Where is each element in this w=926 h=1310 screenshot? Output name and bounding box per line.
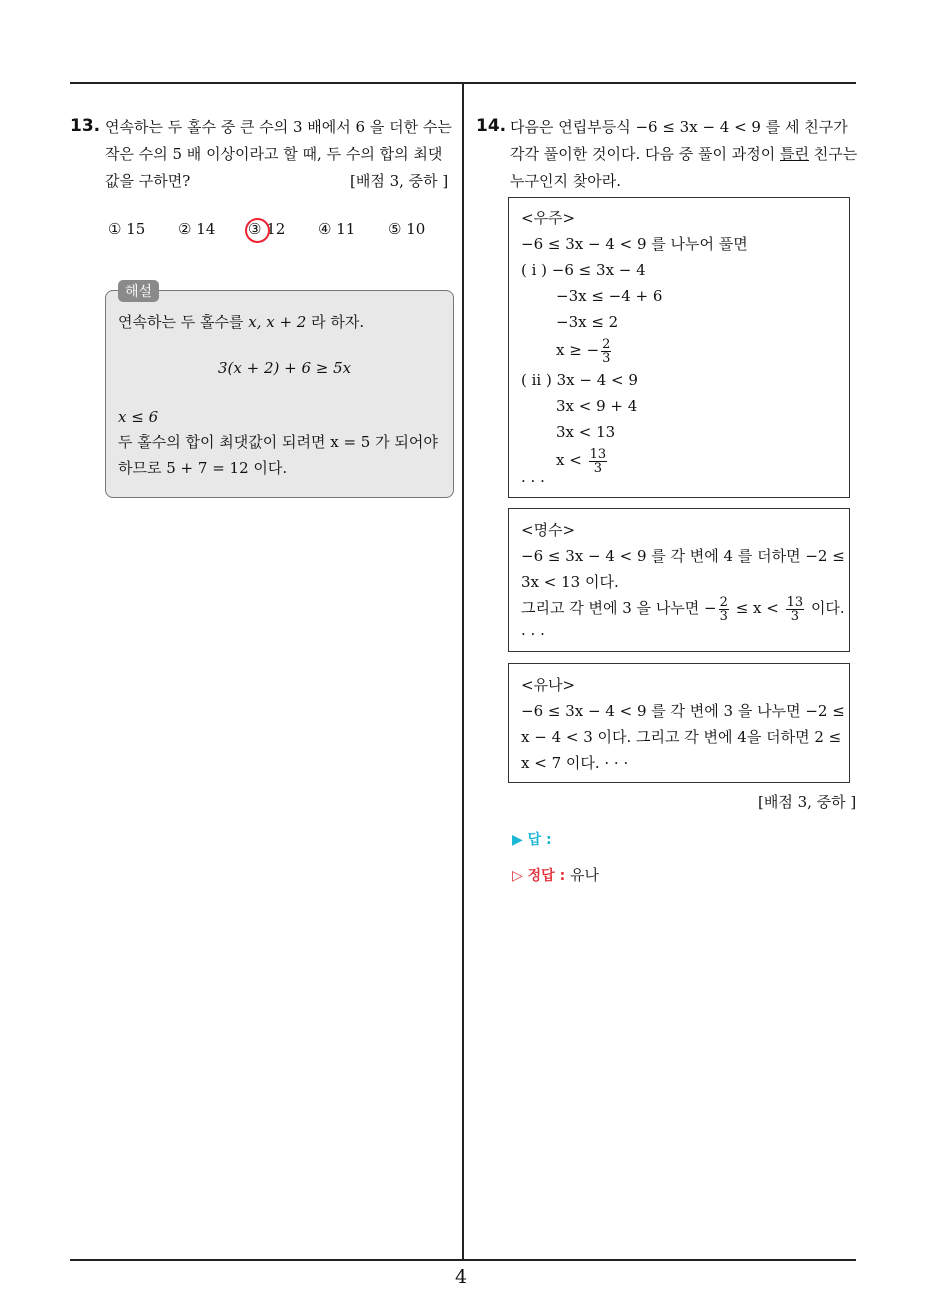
ellipsis: · · · [521, 472, 545, 490]
question-text-line: 각각 풀이한 것이다. 다음 중 풀이 과정이 틀린 친구는 [510, 145, 858, 163]
underlined-word: 틀린 [780, 145, 809, 163]
choice-4[interactable]: ④ 11 [318, 220, 356, 238]
work-line: −3x ≤ −4 + 6 [556, 287, 663, 305]
answer-circle-mark [245, 218, 270, 243]
work-line: 3x < 13 [556, 423, 616, 441]
work-line: −3x ≤ 2 [556, 313, 619, 331]
column-divider [462, 82, 464, 1260]
friend-name: <유나> [521, 676, 576, 694]
page-number: 4 [455, 1266, 468, 1288]
friend-name: <명수> [521, 521, 576, 539]
work-line: x < 7 이다. · · · [521, 754, 629, 772]
work-line: −6 ≤ 3x − 4 < 9 를 나누어 풀면 [521, 235, 748, 253]
work-line: ( i ) −6 ≤ 3x − 4 [521, 261, 646, 279]
work-line: x ≥ − $\frac{2}{3}$ [556, 336, 611, 366]
bottom-rule [70, 1259, 856, 1261]
question-text-line: 누구인지 찾아라. [510, 172, 621, 190]
choice-2[interactable]: ② 14 [178, 220, 216, 238]
score-label: [배점 3, 중하 ] [350, 172, 449, 190]
solution-tag: 해설 [118, 280, 159, 302]
question-text-line: 작은 수의 5 배 이상이라고 할 때, 두 수의 합의 최댓 [105, 145, 443, 163]
correct-answer: ▷ 정답 : 유나 [512, 866, 599, 884]
solution-result: x ≤ 6 [118, 408, 159, 426]
work-line: −6 ≤ 3x − 4 < 9 를 각 변에 3 을 나누면 −2 ≤ [521, 702, 845, 720]
work-line: 3x < 13 이다. [521, 573, 619, 591]
answer-input-label[interactable]: ▶ 답 : [512, 832, 552, 848]
question-number: 14. [476, 116, 507, 136]
work-line: x − 4 < 3 이다. 그리고 각 변에 4을 더하면 2 ≤ [521, 728, 842, 746]
solution-line: 하므로 5 + 7 = 12 이다. [118, 459, 288, 477]
choice-5[interactable]: ⑤ 10 [388, 220, 426, 238]
question-text-line: 다음은 연립부등식 −6 ≤ 3x − 4 < 9 를 세 친구가 [510, 118, 848, 136]
friend-name: <우주> [521, 209, 576, 227]
question-text-line: 값을 구하면? [105, 172, 191, 190]
choice-3[interactable]: ③ 12 [248, 220, 286, 238]
work-line: 그리고 각 변에 3 을 나누면 − $\frac{2}{3}$ ≤ x < $\frac{13}{3}$ 이다. [521, 594, 845, 624]
question-number: 13. [70, 116, 101, 136]
solution-line: 연속하는 두 홀수를 x, x + 2 라 하자. [118, 313, 365, 331]
solution-equation: 3(x + 2) + 6 ≥ 5x [218, 359, 352, 377]
solution-line: 두 홀수의 합이 최댓값이 되려면 x = 5 가 되어야 [118, 433, 438, 451]
work-line: 3x < 9 + 4 [556, 397, 638, 415]
score-label: [배점 3, 중하 ] [758, 793, 857, 811]
work-line: −6 ≤ 3x − 4 < 9 를 각 변에 4 를 더하면 −2 ≤ [521, 547, 845, 565]
work-line: ( ii ) 3x − 4 < 9 [521, 371, 638, 389]
work-line: x < $\frac{13}{3}$ [556, 446, 607, 476]
choice-1[interactable]: ① 15 [108, 220, 146, 238]
question-text-line: 연속하는 두 홀수 중 큰 수의 3 배에서 6 을 더한 수는 [105, 118, 452, 136]
ellipsis: · · · [521, 625, 545, 643]
